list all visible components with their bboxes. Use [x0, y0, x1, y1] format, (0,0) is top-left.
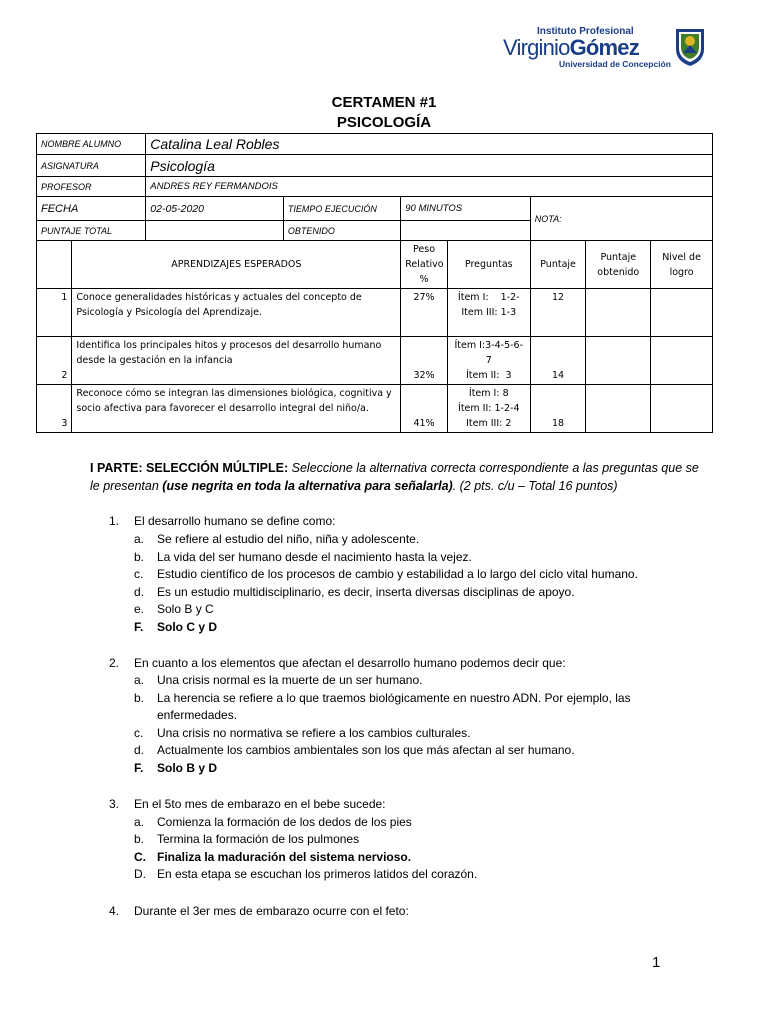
header-obtenido: Puntaje obtenido — [586, 241, 651, 289]
table-row — [37, 385, 713, 433]
option-text: Se refiere al estudio del niño, niña y adolescente. — [157, 532, 420, 546]
question-text: El desarrollo humano se define como: — [134, 514, 336, 528]
question-text: Durante el 3er mes de embarazo ocurre con el feto: — [134, 904, 409, 918]
option-text: Una crisis no normativa se refiere a los cambios culturales. — [157, 726, 471, 740]
row-number: 2 — [37, 337, 72, 385]
teacher-label: PROFESOR — [37, 177, 146, 197]
row-puntaje: 14 — [530, 337, 586, 385]
row-pregunta-line: Item III: 1-3 — [461, 307, 517, 318]
logo-name-second: Gómez — [569, 35, 639, 60]
option-letter: F. — [134, 620, 144, 634]
row-text: Identifica los principales hitos y procesos del desarrollo humano desde la gestación en la infancia — [72, 337, 401, 385]
question-number: 3. — [109, 797, 120, 811]
exam-info-table — [36, 133, 713, 433]
part1-instruction-text: Seleccione la alternativa correcta correspondiente a las preguntas que se le presentan — [90, 461, 699, 493]
shield-icon — [674, 27, 706, 67]
option-text: Solo B y C — [157, 602, 214, 616]
row-preguntas — [447, 337, 530, 385]
row-obtenido[interactable] — [586, 337, 651, 385]
row-peso: 41% — [401, 385, 448, 433]
teacher-field[interactable]: ANDRES REY FERMANDOIS — [146, 177, 713, 197]
row-puntaje: 12 — [530, 289, 586, 337]
exam-title: CERTAMEN #1 — [331, 94, 437, 111]
option-letter: b. — [134, 691, 145, 705]
option-text: Estudio científico de los procesos de cambio y estabilidad a lo largo del ciclo vital humano. — [157, 567, 638, 581]
time-field[interactable]: 90 MINUTOS — [401, 197, 531, 221]
table-row — [37, 337, 713, 385]
table-row — [37, 289, 713, 337]
option-text: La vida del ser humano desde el nacimiento hasta la vejez. — [157, 550, 472, 564]
date-label: FECHA — [37, 197, 146, 221]
option-text: Comienza la formación de los dedos de los pies — [157, 815, 412, 829]
header-preguntas: Preguntas — [447, 241, 530, 289]
header-nivel: Nivel de logro — [651, 241, 713, 289]
total-score-field[interactable] — [146, 221, 284, 241]
date-field[interactable]: 02-05-2020 — [146, 197, 284, 221]
question-number: 4. — [109, 904, 120, 918]
option-text: Termina la formación de los pulmones — [157, 832, 360, 846]
option-text: Una crisis normal es la muerte de un ser humano. — [157, 673, 423, 687]
part1-instruction-bold: (use negrita en toda la alternativa para señalarla) — [162, 479, 453, 493]
row-nivel[interactable] — [651, 289, 713, 337]
row-obtenido[interactable] — [586, 289, 651, 337]
header-num-cell — [37, 241, 72, 289]
option-text: La herencia se refiere a lo que traemos biológicamente en nuestro ADN. Por ejemplo, las — [157, 691, 631, 705]
option-letter: D. — [134, 867, 146, 881]
option-letter: b. — [134, 832, 145, 846]
row-puntaje: 18 — [530, 385, 586, 433]
logo-name-first: Virginio — [503, 35, 570, 60]
option-letter: a. — [134, 815, 145, 829]
page-number: 1 — [652, 954, 661, 971]
subject-title: PSICOLOGÍA — [336, 114, 432, 131]
row-nivel[interactable] — [651, 385, 713, 433]
row-number: 3 — [37, 385, 72, 433]
student-name-label: NOMBRE ALUMNO — [37, 134, 146, 155]
part1-heading: I PARTE: SELECCIÓN MÚLTIPLE: — [90, 461, 289, 475]
subject-label: ASIGNATURA — [37, 155, 146, 177]
option-letter: F. — [134, 761, 144, 775]
option-text: Solo C y D — [157, 620, 218, 634]
logo-institute-label: Instituto Profesional — [537, 26, 634, 37]
option-letter: a. — [134, 673, 145, 687]
question-text: En cuanto a los elementos que afectan el desarrollo humano podemos decir que: — [134, 656, 566, 670]
part1-instruction-points: . (2 pts. c/u – Total 16 puntos) — [452, 479, 618, 493]
row-obtenido[interactable] — [586, 385, 651, 433]
question-text: En el 5to mes de embarazo en el bebe sucede: — [134, 797, 386, 811]
row-text: Conoce generalidades históricas y actuales del concepto de Psicología y Psicología del Aprendizaje. — [72, 289, 401, 337]
obtained-label: OBTENIDO — [283, 221, 400, 241]
row-peso: 27% — [401, 289, 448, 337]
option-letter: a. — [134, 532, 145, 546]
row-preguntas — [447, 289, 530, 337]
subject-field[interactable]: Psicología — [146, 155, 713, 177]
header-peso: Peso Relativo % — [401, 241, 448, 289]
row-pregunta-line: Ítem I: 1-2- — [457, 292, 520, 303]
option-text: Es un estudio multidisciplinario, es decir, inserta diversas disciplinas de apoyo. — [157, 585, 575, 599]
row-pregunta-line: Ítem I:3-4-5-6-7 — [454, 340, 524, 366]
question-number: 1. — [109, 514, 120, 528]
part1-instructions — [90, 459, 710, 495]
header-aprendizajes: APRENDIZAJES ESPERADOS — [72, 241, 401, 289]
option-text: enfermedades. — [157, 708, 238, 722]
header-puntaje: Puntaje — [530, 241, 586, 289]
logo-university-label: Universidad de Concepción — [559, 59, 671, 69]
option-letter: c. — [134, 567, 144, 581]
institution-logo — [503, 26, 707, 72]
total-score-label: PUNTAJE TOTAL — [37, 221, 146, 241]
obtained-field[interactable] — [401, 221, 531, 241]
row-nivel[interactable] — [651, 337, 713, 385]
row-preguntas — [447, 385, 530, 433]
row-number: 1 — [37, 289, 72, 337]
option-text: Solo B y D — [157, 761, 218, 775]
option-text: Actualmente los cambios ambientales son los que más afectan al ser humano. — [157, 743, 575, 757]
option-text: Finaliza la maduración del sistema nervioso. — [157, 850, 412, 864]
logo-name — [503, 36, 639, 60]
row-pregunta-line: Ítem II: 1-2-4 — [458, 403, 520, 414]
option-letter: e. — [134, 602, 145, 616]
grade-label: NOTA: — [530, 197, 712, 241]
student-name-field[interactable]: Catalina Leal Robles — [146, 134, 713, 155]
option-letter: c. — [134, 726, 144, 740]
row-text: Reconoce cómo se integran las dimensiones biológica, cognitiva y socio afectiva para favorecer el desarrollo integral del niño/a. — [72, 385, 401, 433]
row-pregunta-line: Item III: 2 — [466, 418, 512, 429]
question-number: 2. — [109, 656, 120, 670]
row-pregunta-line: Ítem II: 3 — [465, 370, 512, 381]
row-peso: 32% — [401, 337, 448, 385]
option-letter: b. — [134, 550, 145, 564]
row-pregunta-line: Ítem I: 8 — [468, 388, 509, 399]
option-letter: d. — [134, 585, 145, 599]
option-text: En esta etapa se escuchan los primeros latidos del corazón. — [157, 867, 478, 881]
option-letter: d. — [134, 743, 145, 757]
time-label: TIEMPO EJECUCIÓN — [283, 197, 400, 221]
option-letter: C. — [134, 850, 146, 864]
